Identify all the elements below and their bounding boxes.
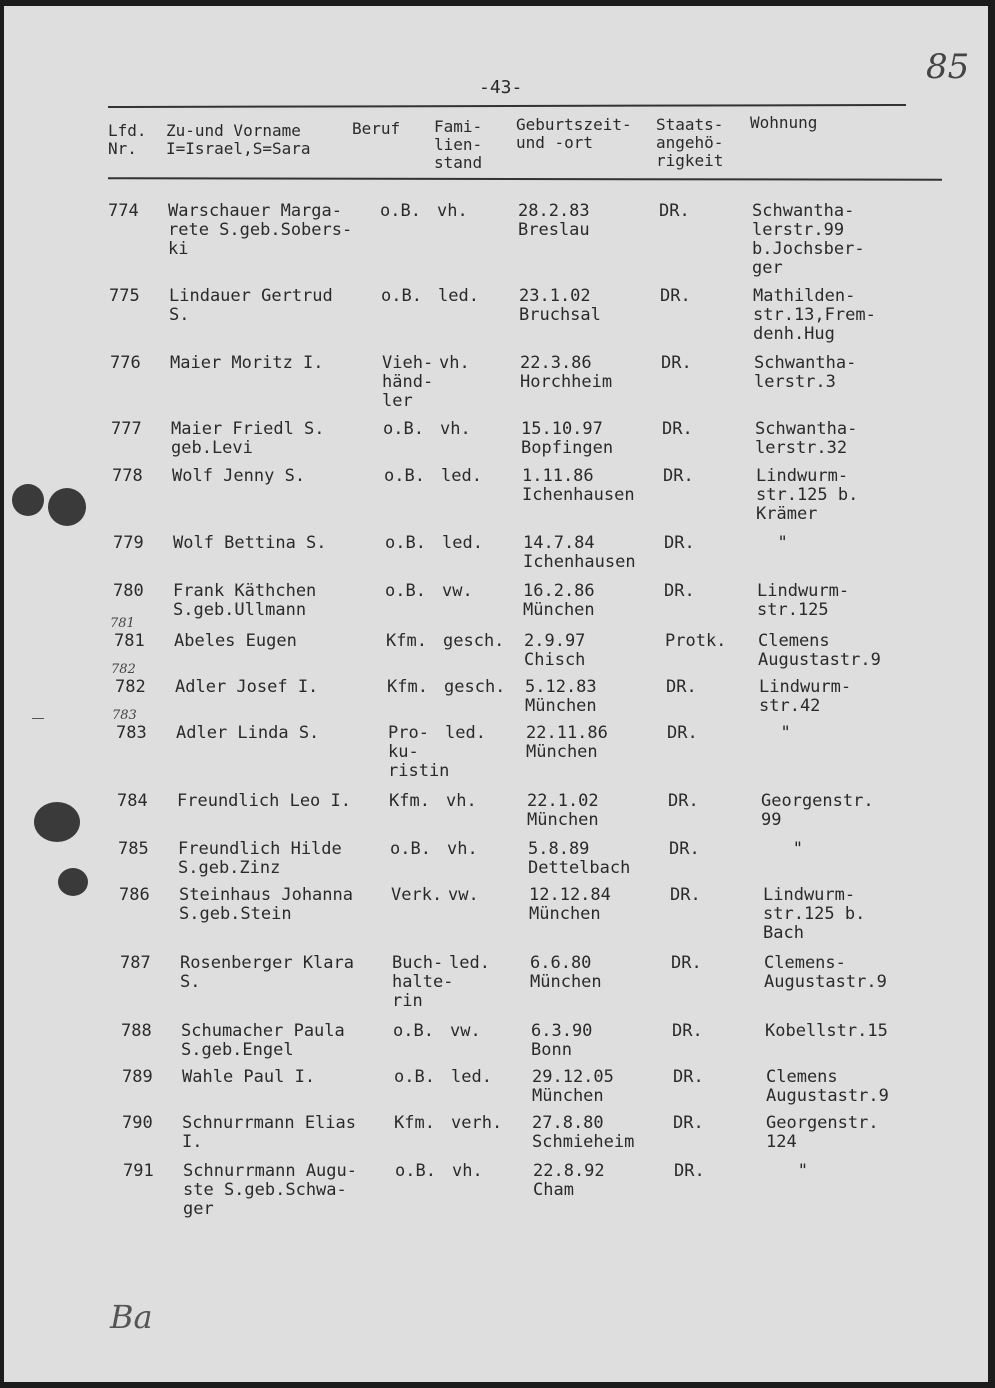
entry-occupation: Kfm. [387,677,428,697]
entry-name: Lindauer Gertrud S. [169,286,333,325]
entry-nationality: DR. [669,839,700,859]
entry-marital-status: led. [438,286,479,306]
entry-birth: 5.8.89 Dettelbach [528,839,631,878]
entry-marital-status: vh. [440,419,471,439]
entry-marital-status: vw. [442,581,473,601]
entry-address: Schwantha- lerstr.32 [755,419,858,458]
entry-occupation: o.B. [381,286,422,306]
entry-marital-status: vh. [446,791,477,811]
entry-address: Clemens- Augustastr.9 [764,953,887,992]
entry-nationality: DR. [666,677,697,697]
entry-nationality: DR. [661,353,692,373]
entry-address: " [757,533,788,553]
entry-number: 778 [112,466,143,486]
entry-birth: 15.10.97 Bopfingen [521,419,614,458]
entry-nationality: DR. [662,419,693,439]
entry-nationality: DR. [673,1113,704,1133]
entry-occupation: Kfm. [394,1113,435,1133]
entry-marital-status: vw. [450,1021,481,1041]
entry-name: Freundlich Leo I. [177,791,351,811]
entry-birth: 6.3.90 Bonn [531,1021,593,1060]
entry-address: Schwantha- lerstr.99 b.Jochsber- ger [752,201,865,278]
entry-occupation: o.B. [394,1067,435,1087]
entry-address: Lindwurm- str.42 [759,677,852,716]
entry-nationality: Protk. [665,631,727,651]
entry-birth: 27.8.80 Schmieheim [532,1113,635,1152]
entry-nationality: DR. [667,723,698,743]
page-number: -43- [479,77,523,98]
entry-name: Schumacher Paula S.geb.Engel [181,1021,345,1060]
entry-name: Adler Linda S. [176,723,320,743]
entry-marital-status: vh. [452,1161,483,1181]
entry-marital-status: led. [445,723,486,743]
handwritten-initials: Ba [110,1298,153,1336]
entry-birth: 1.11.86 Ichenhausen [522,466,635,505]
entry-address: Lindwurm- str.125 b. Krämer [756,466,859,524]
header-familienstand: Fami- lien- stand [434,117,483,172]
entry-name: Schnurrmann Elias I. [182,1113,356,1152]
entry-occupation: o.B. [385,533,426,553]
entry-birth: 29.12.05 München [532,1067,614,1106]
entry-occupation: o.B. [384,466,425,486]
entry-marital-status: vh. [437,201,468,221]
entry-birth: 23.1.02 Bruchsal [519,286,601,325]
entry-number: 776 [110,353,141,373]
entry-marital-status: vh. [439,353,470,373]
entry-birth: 6.6.80 München [530,953,602,992]
entry-name: Schnurrmann Augu- ste S.geb.Schwa- ger [183,1161,357,1219]
entry-number-correction: 782 [111,662,136,677]
entry-number: 788 [121,1021,152,1041]
entry-number: 786 [119,885,150,905]
entry-number: 790 [122,1113,153,1133]
entry-nationality: DR. [664,533,695,553]
entry-number: 787 [120,953,151,973]
entry-birth: 28.2.83 Breslau [518,201,590,240]
entry-number: 779 [113,533,144,553]
entry-name: Wolf Bettina S. [173,533,327,553]
entry-number-correction: 781 [110,616,135,631]
entry-address: " [760,723,791,743]
entry-nationality: DR. [672,1021,703,1041]
entry-nationality: DR. [660,286,691,306]
entry-number: 780 [113,581,144,601]
entry-number: 783 [116,723,147,743]
entry-occupation: o.B. [385,581,426,601]
handwritten-folio-number: 85 [926,47,970,87]
entry-address: Clemens Augustastr.9 [758,631,881,670]
entry-birth: 22.3.86 Horchheim [520,353,613,392]
entry-birth: 16.2.86 München [523,581,595,620]
entry-birth: 14.7.84 Ichenhausen [523,533,636,572]
entry-nationality: DR. [670,885,701,905]
entry-name: Warschauer Marga- rete S.geb.Sobers- ki [168,201,353,259]
entry-nationality: DR. [674,1161,705,1181]
entry-name: Freundlich Hilde S.geb.Zinz [178,839,342,878]
header-name: Zu-und Vorname I=Israel,S=Sara [166,121,311,158]
entry-nationality: DR. [659,201,690,221]
entry-marital-status: gesch. [444,677,506,697]
entry-occupation: o.B. [383,419,424,439]
entry-number: 784 [117,791,148,811]
entry-occupation: Vieh- händ- ler [382,353,434,411]
entry-birth: 12.12.84 München [529,885,611,924]
entry-occupation: Pro- ku- ristin [388,723,450,781]
entry-occupation: Buch- halte- rin [392,953,454,1011]
entry-occupation: Verk. [391,885,443,905]
entry-marital-status: led. [441,466,482,486]
entry-birth: 2.9.97 Chisch [524,631,586,670]
entry-marital-status: led. [451,1067,492,1087]
entry-marital-status: vh. [447,839,478,859]
entry-number: 789 [122,1067,153,1087]
entry-occupation: o.B. [390,839,431,859]
entry-address: Kobellstr.15 [765,1021,888,1041]
entry-number: 791 [123,1161,154,1181]
entry-address: Lindwurm- str.125 [757,581,850,620]
header-geburt: Geburtszeit- und -ort [516,115,632,152]
margin-mark [32,718,44,719]
punch-hole [48,488,86,526]
header-lfd-nr: Lfd. Nr. [108,121,147,158]
entry-occupation: o.B. [395,1161,436,1181]
entry-name: Frank Käthchen S.geb.Ullmann [173,581,317,620]
entry-name: Steinhaus Johanna S.geb.Stein [179,885,353,924]
entry-address: Mathilden- str.13,Frem- denh.Hug [753,286,876,344]
entry-marital-status: vw. [448,885,479,905]
entry-marital-status: gesch. [443,631,505,651]
entry-number: 781 [114,631,145,651]
entry-number: 785 [118,839,149,859]
entry-birth: 22.1.02 München [527,791,599,830]
entry-marital-status: led. [449,953,490,973]
entry-nationality: DR. [668,791,699,811]
entry-birth: 22.8.92 Cham [533,1161,605,1200]
header-top-rule [108,104,906,108]
entry-name: Wahle Paul I. [182,1067,316,1087]
entry-address: Lindwurm- str.125 b. Bach [763,885,866,943]
entry-nationality: DR. [663,466,694,486]
entry-address: " [767,1161,808,1181]
entry-name: Rosenberger Klara S. [180,953,354,992]
entry-address: " [762,839,803,859]
entry-birth: 5.12.83 München [525,677,597,716]
entry-number: 774 [108,201,139,221]
entry-name: Maier Friedl S. geb.Levi [171,419,325,458]
entry-occupation: Kfm. [386,631,427,651]
entry-marital-status: led. [442,533,483,553]
punch-hole [58,868,88,896]
entry-nationality: DR. [664,581,695,601]
header-bottom-rule [108,177,942,180]
entry-address: Schwantha- lerstr.3 [754,353,857,392]
entry-occupation: Kfm. [389,791,430,811]
entry-number-correction: 783 [112,708,137,723]
header-wohnung: Wohnung [750,113,818,132]
entry-number: 777 [111,419,142,439]
punch-hole [12,484,44,516]
header-beruf: Beruf [352,119,401,138]
punch-hole [34,802,80,842]
entry-nationality: DR. [673,1067,704,1087]
entry-address: Clemens Augustastr.9 [766,1067,889,1106]
document-page [4,6,988,1382]
entry-name: Abeles Eugen [174,631,297,651]
entry-nationality: DR. [671,953,702,973]
entry-birth: 22.11.86 München [526,723,608,762]
entry-name: Adler Josef I. [175,677,319,697]
header-staatsangehoerigkeit: Staats- angehö- rigkeit [656,115,724,170]
entry-number: 782 [115,677,146,697]
entry-address: Georgenstr. 99 [761,791,874,830]
entry-marital-status: verh. [451,1113,503,1133]
entry-address: Georgenstr. 124 [766,1113,879,1152]
entry-name: Maier Moritz I. [170,353,324,373]
entry-name: Wolf Jenny S. [172,466,306,486]
entry-number: 775 [109,286,140,306]
entry-occupation: o.B. [380,201,421,221]
entry-occupation: o.B. [393,1021,434,1041]
